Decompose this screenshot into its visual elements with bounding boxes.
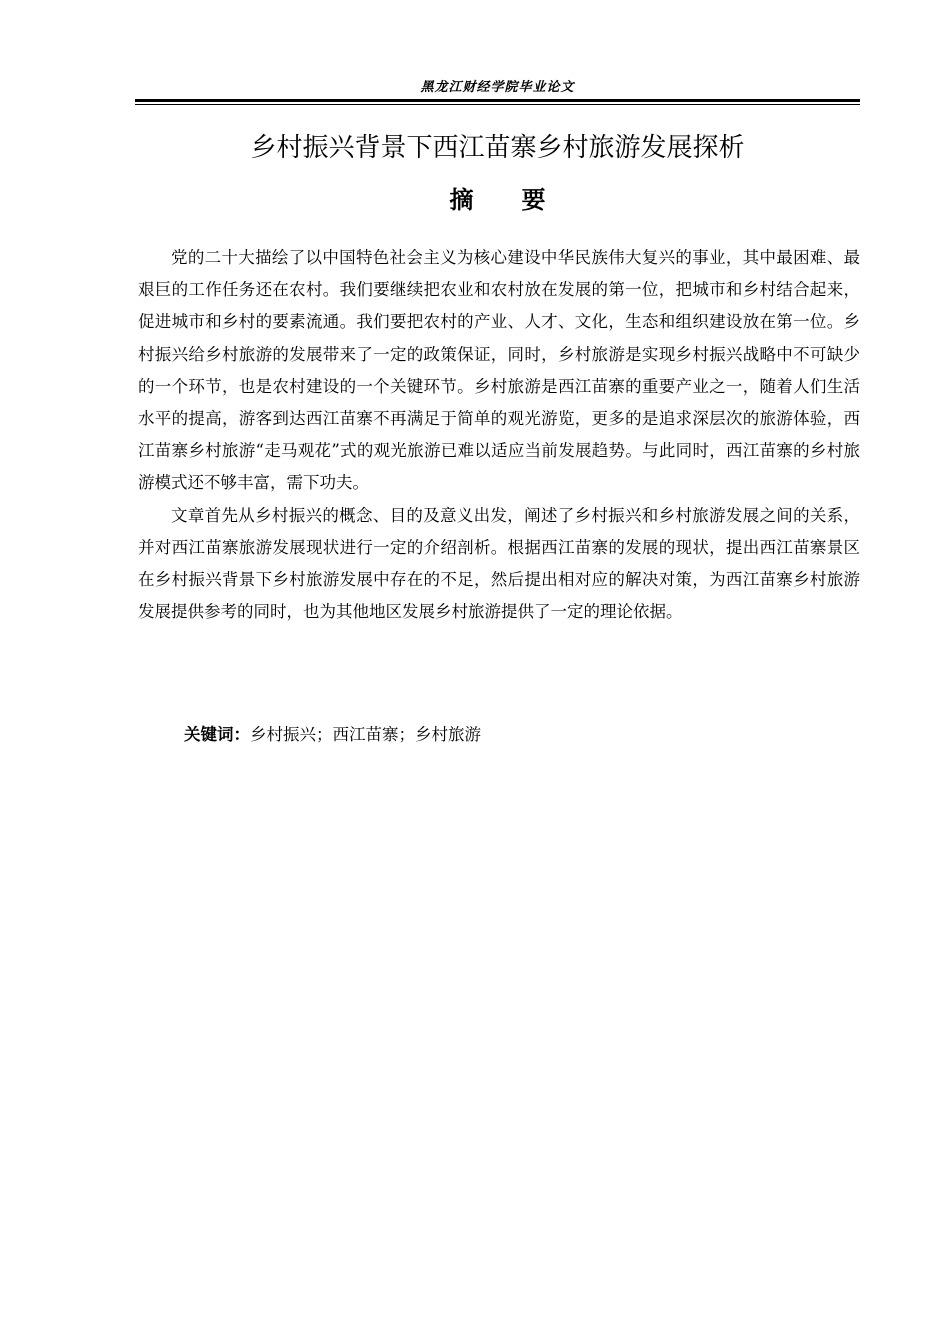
paper-title: 乡村振兴背景下西江苗寨乡村旅游发展探析 — [250, 133, 745, 163]
abstract-body — [138, 242, 860, 628]
abstract-heading-char: 要 — [521, 186, 546, 214]
header-rule-thin — [135, 104, 860, 105]
running-header: 黑龙江财经学院毕业论文 — [420, 80, 575, 95]
header-rule-thick — [135, 99, 860, 102]
keywords-value: 乡村振兴；西江苗寨；乡村旅游 — [250, 725, 481, 744]
keywords-label: 关键词： — [184, 725, 250, 744]
abstract-heading-char: 摘 — [449, 186, 474, 214]
abstract-paragraph: 党的二十大描绘了以中国特色社会主义为核心建设中华民族伟大复兴的事业，其中最困难、最艰巨的工作任务还在农村。我们要继续把农业和农村放在发展的第一位，把城市和乡村结合起来，促进城市和乡村的要素流通。我们要把农村的产业、人才、文化，生态和组织建设放在第一位。乡村振兴给乡村旅游的发展带来了一定的政策保证，同时，乡村旅游是实现乡村振兴战略中不可缺少的一个环节，也是农村建设的一个关键环节。乡村旅游是西江苗寨的重要产业之一，随着人们生活水平的提高，游客到达西江苗寨不再满足于简单的观光游览，更多的是追求深层次的旅游体验，西江苗寨乡村旅游“走马观花”式的观光旅游已难以适应当前发展趋势。与此同时，西江苗寨的乡村旅游模式还不够丰富，需下功夫。 — [138, 248, 860, 493]
abstract-heading — [135, 183, 860, 217]
abstract-paragraph: 文章首先从乡村振兴的概念、目的及意义出发，阐述了乡村振兴和乡村旅游发展之间的关系，并对西江苗寨旅游发展现状进行一定的介绍剖析。根据西江苗寨的发展的现状，提出西江苗寨景区在乡村振兴背景下乡村旅游发展中存在的不足，然后提出相对应的解决对策，为西江苗寨乡村旅游发展提供参考的同时，也为其他地区发展乡村旅游提供了一定的理论依据。 — [138, 505, 860, 622]
keywords-line — [184, 720, 481, 750]
